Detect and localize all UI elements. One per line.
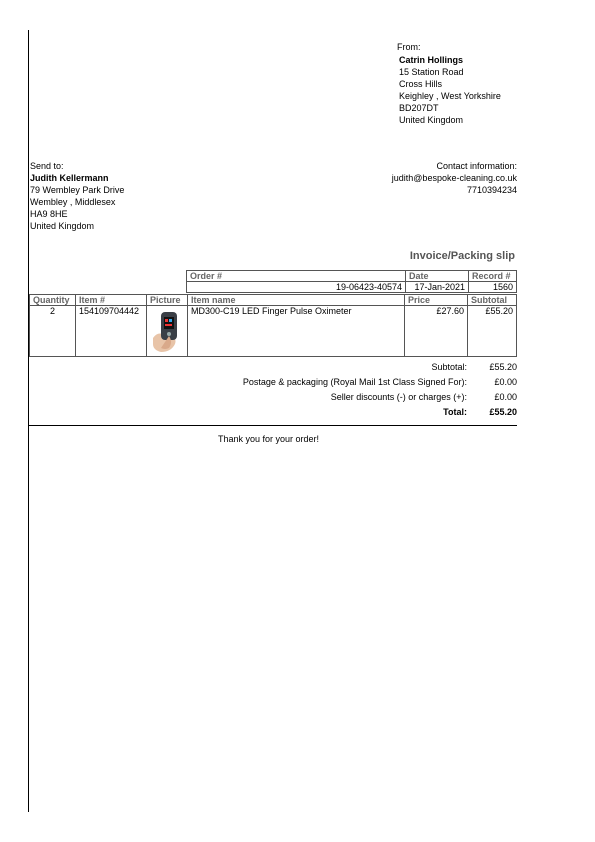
- item-name-header: Item name: [188, 295, 405, 306]
- item-picture-cell: [147, 306, 188, 357]
- thank-you-note: Thank you for your order!: [218, 434, 320, 444]
- sender-line: Keighley , West Yorkshire: [399, 91, 501, 101]
- recipient-line: HA9 8HE: [30, 209, 68, 219]
- recipient-label: Send to:: [30, 161, 64, 171]
- record-header: Record #: [469, 271, 517, 282]
- sender-name: Catrin Hollings: [399, 55, 464, 65]
- discounts-value: £0.00: [494, 392, 517, 402]
- item-price: £27.60: [405, 306, 468, 357]
- order-info-table: [186, 270, 517, 293]
- document-title: Invoice/Packing slip: [409, 250, 515, 262]
- contact-information: [392, 160, 517, 196]
- item-number: 154109704442: [76, 306, 147, 357]
- totals-block: [243, 360, 517, 420]
- item-name: MD300-C19 LED Finger Pulse Oximeter: [188, 306, 405, 357]
- recipient-name: Judith Kellermann: [30, 173, 109, 183]
- item-quantity: 2: [30, 306, 76, 357]
- footer-divider: [29, 425, 517, 426]
- left-margin-rule: [28, 30, 29, 812]
- item-number-header: Item #: [76, 295, 147, 306]
- quantity-header: Quantity: [30, 295, 76, 306]
- item-subtotal: £55.20: [468, 306, 517, 357]
- table-row: [30, 306, 517, 357]
- order-date: 17-Jan-2021: [406, 282, 469, 293]
- contact-email: judith@bespoke-cleaning.co.uk: [391, 173, 517, 183]
- sender-label: From:: [397, 42, 421, 52]
- recipient-address: [30, 160, 124, 232]
- sender-line: BD207DT: [399, 103, 439, 113]
- sender-address: [397, 41, 501, 126]
- picture-header: Picture: [147, 295, 188, 306]
- record-number: 1560: [469, 282, 517, 293]
- order-number: 19-06423-40574: [187, 282, 406, 293]
- order-number-header: Order #: [187, 271, 406, 282]
- contact-label: Contact information:: [436, 161, 517, 171]
- recipient-line: Wembley , Middlesex: [30, 197, 116, 207]
- sender-line: Cross Hills: [399, 79, 443, 89]
- price-header: Price: [405, 295, 468, 306]
- pulse-oximeter-photo: [147, 306, 185, 350]
- recipient-line: United Kingdom: [30, 221, 95, 231]
- postage-value: £0.00: [494, 377, 517, 387]
- discounts-label: Seller discounts (-) or charges (+):: [330, 392, 467, 402]
- recipient-line: 79 Wembley Park Drive: [30, 185, 125, 195]
- total-label: Total:: [443, 407, 467, 417]
- total-value: £55.20: [489, 407, 517, 417]
- subtotal-label: Subtotal:: [431, 362, 467, 372]
- sender-line: United Kingdom: [399, 115, 464, 125]
- items-table: [29, 294, 517, 357]
- subtotal-value: £55.20: [489, 362, 517, 372]
- subtotal-header: Subtotal: [468, 295, 517, 306]
- sender-line: 15 Station Road: [399, 67, 464, 77]
- postage-label: Postage & packaging (Royal Mail 1st Class Signed For):: [242, 377, 467, 387]
- contact-phone: 7710394234: [466, 185, 517, 195]
- date-header: Date: [406, 271, 469, 282]
